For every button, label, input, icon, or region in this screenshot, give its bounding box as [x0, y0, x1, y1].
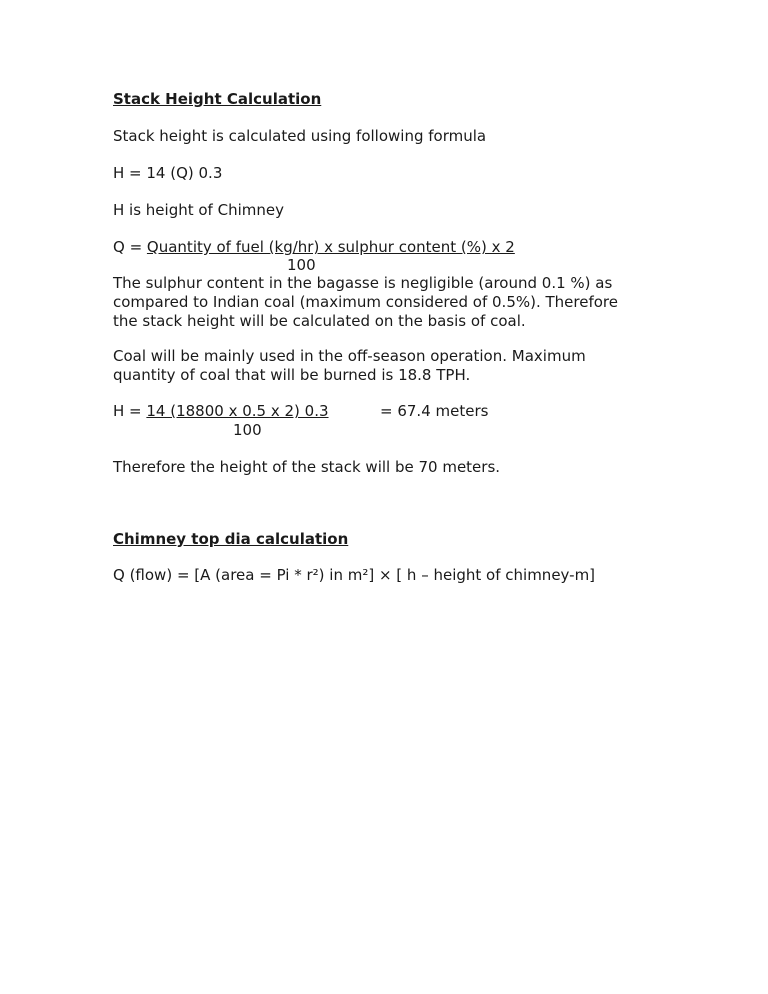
q-formula-numerator: Quantity of fuel (kg/hr) x sulphur content (%) x 2 — [146, 238, 515, 256]
stack-calc-denominator: 100 — [233, 421, 262, 439]
formula-h: H = 14 (Q) 0.3 — [113, 164, 223, 182]
q-formula — [113, 238, 515, 257]
h-definition: H is height of Chimney — [113, 201, 284, 219]
coal-paragraph — [113, 347, 653, 385]
sulphur-paragraph — [113, 274, 653, 331]
coal-line: quantity of coal that will be burned is 18.8 TPH. — [113, 366, 471, 384]
stack-calc-result: = 67.4 meters — [380, 402, 489, 420]
stack-calc — [113, 402, 333, 421]
section-heading-stack-height: Stack Height Calculation — [113, 90, 322, 108]
intro-text: Stack height is calculated using following formula — [113, 127, 487, 145]
sulphur-line: The sulphur content in the bagasse is negligible (around 0.1 %) as — [113, 274, 613, 292]
q-formula-prefix: Q = — [113, 238, 147, 256]
flow-formula: Q (flow) = [A (area = Pi * r²) in m²] × [ h – height of chimney-m] — [113, 566, 596, 584]
q-formula-denominator: 100 — [287, 256, 316, 274]
sulphur-line: compared to Indian coal (maximum considered of 0.5%). Therefore — [113, 293, 618, 311]
stack-calc-numerator: 14 (18800 x 0.5 x 2) 0.3 — [146, 402, 329, 420]
stack-calc-prefix: H = — [113, 402, 147, 420]
coal-line: Coal will be mainly used in the off-season operation. Maximum — [113, 347, 586, 365]
conclusion-text: Therefore the height of the stack will be 70 meters. — [113, 458, 501, 476]
sulphur-line: the stack height will be calculated on the basis of coal. — [113, 312, 526, 330]
section-heading-chimney-dia: Chimney top dia calculation — [113, 530, 349, 548]
